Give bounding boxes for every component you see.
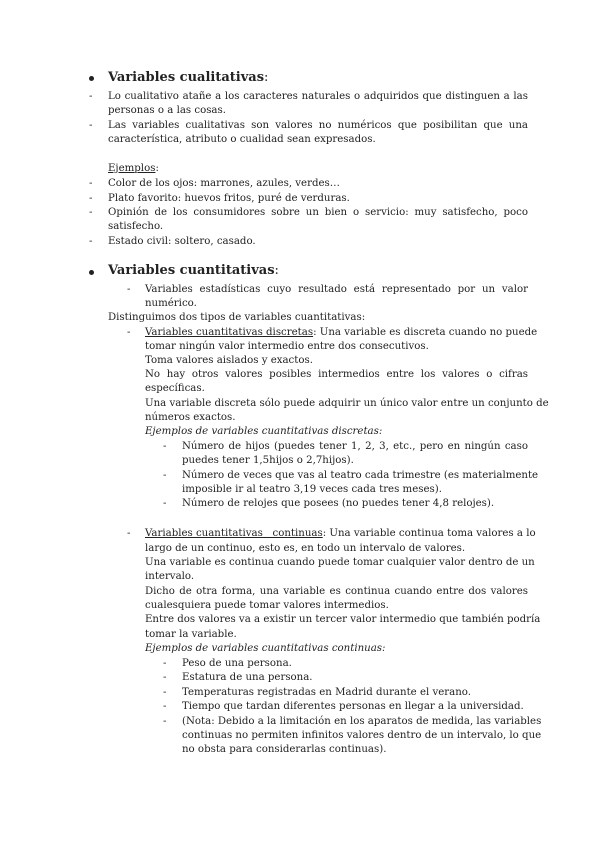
- example-item: Opinión de los consumidores sobre un bien o servicio: muy satisfecho, poco: [108, 207, 528, 218]
- dash-marker: -: [89, 178, 93, 189]
- heading-cuantitativas: Variables cuantitativas:: [108, 263, 279, 278]
- paragraph-line: Una variable es continua cuando puede tomar cualquier valor dentro de un: [145, 557, 535, 568]
- example-item: puedes tener 1,5hijos o 2,7hijos).: [182, 455, 354, 466]
- example-item: no obsta para considerarlas continuas).: [182, 744, 387, 755]
- examples-heading: Ejemplos:: [108, 163, 159, 174]
- example-item: Peso de una persona.: [182, 658, 292, 669]
- heading-cualitativas: Variables cualitativas:: [108, 70, 269, 85]
- dash-marker: -: [163, 672, 167, 683]
- dash-marker: -: [163, 498, 167, 509]
- example-item: Estado civil: soltero, casado.: [108, 236, 256, 247]
- example-item: Plato favorito: huevos fritos, puré de verduras.: [108, 193, 350, 204]
- paragraph-line: específicas.: [145, 383, 205, 394]
- dash-marker: -: [89, 91, 93, 102]
- example-item: Temperaturas registradas en Madrid durante el verano.: [182, 687, 471, 698]
- paragraph-line: intervalo.: [145, 571, 195, 582]
- discretas-label: Variables cuantitativas discretas: [145, 327, 314, 338]
- continuas-first-line: Variables cuantitativas continuas: Una variable continua toma valores a lo: [145, 528, 536, 539]
- continuas-label: Variables cuantitativas continuas: [145, 528, 323, 539]
- example-item: (Nota: Debido a la limitación en los aparatos de medida, las variables: [182, 716, 542, 727]
- paragraph-line: Las variables cualitativas son valores no numéricos que posibilitan que una: [108, 120, 528, 131]
- paragraph-line: numérico.: [145, 298, 197, 309]
- example-item: Número de veces que vas al teatro cada trimestre (es materialmente: [182, 470, 539, 481]
- dash-marker: -: [163, 658, 167, 669]
- heading-cualitativas-title: Variables cualitativas: [108, 70, 265, 85]
- example-item: Número de relojes que posees (no puedes tener 4,8 relojes).: [182, 498, 495, 509]
- example-item: Número de hijos (puedes tener 1, 2, 3, etc., pero en ningún caso: [182, 441, 528, 452]
- example-item: Tiempo que tardan diferentes personas en llegar a la universidad.: [182, 701, 524, 712]
- paragraph-line: Variables estadísticas cuyo resultado está representado por un valor: [145, 284, 528, 295]
- paragraph-line: No hay otros valores posibles intermedios entre los valores o cifras: [145, 369, 528, 380]
- bullet-cuantitativas: [89, 270, 94, 275]
- bullet-cualitativas: [89, 76, 94, 81]
- paragraph-line: Dicho de otra forma, una variable es continua cuando entre dos valores: [145, 586, 528, 597]
- example-item: Color de los ojos: marrones, azules, verdes…: [108, 178, 340, 189]
- paragraph-line: tomar ningún valor intermedio entre dos consecutivos.: [145, 341, 429, 352]
- discretas-first-line: Variables cuantitativas discretas: Una variable es discreta cuando no puede: [145, 327, 538, 338]
- example-item: Estatura de una persona.: [182, 672, 313, 683]
- continuas-examples-title: Ejemplos de variables cuantitativas continuas:: [145, 643, 386, 654]
- paragraph-line: Toma valores aislados y exactos.: [145, 355, 313, 366]
- paragraph-line: cualesquiera puede tomar valores intermedios.: [145, 600, 389, 611]
- dash-marker: -: [163, 441, 167, 452]
- paragraph-line: Entre dos valores va a existir un tercer valor intermedio que también podría: [145, 614, 541, 625]
- dash-marker: -: [163, 470, 167, 481]
- paragraph-line: Lo cualitativo atañe a los caracteres naturales o adquiridos que distinguen a las: [108, 91, 528, 102]
- paragraph-line: largo de un continuo, esto es, en todo un intervalo de valores.: [145, 543, 466, 554]
- distinguish-line: Distinguimos dos tipos de variables cuantitativas:: [108, 312, 366, 323]
- dash-marker: -: [127, 528, 131, 539]
- discretas-examples-title: Ejemplos de variables cuantitativas discretas:: [145, 426, 383, 437]
- dash-marker: -: [89, 236, 93, 247]
- paragraph-line: Una variable discreta sólo puede adquirir un único valor entre un conjunto de: [145, 398, 549, 409]
- dash-marker: -: [89, 207, 93, 218]
- example-item: continuas no permiten infinitos valores dentro de un intervalo, lo que: [182, 730, 542, 741]
- paragraph-line: personas o a las cosas.: [108, 105, 226, 116]
- dash-marker: -: [163, 701, 167, 712]
- paragraph-line: tomar la variable.: [145, 629, 237, 640]
- dash-marker: -: [127, 327, 131, 338]
- dash-marker: -: [127, 284, 131, 295]
- paragraph-line: números exactos.: [145, 412, 236, 423]
- paragraph-line: característica, atributo o cualidad sean expresados.: [108, 134, 376, 145]
- dash-marker: -: [89, 120, 93, 131]
- example-item: imposible ir al teatro 3,19 veces cada tres meses).: [182, 484, 442, 495]
- heading-cuantitativas-title: Variables cuantitativas: [108, 263, 275, 278]
- dash-marker: -: [89, 193, 93, 204]
- dash-marker: -: [163, 716, 167, 727]
- example-item: satisfecho.: [108, 221, 164, 232]
- dash-marker: -: [163, 687, 167, 698]
